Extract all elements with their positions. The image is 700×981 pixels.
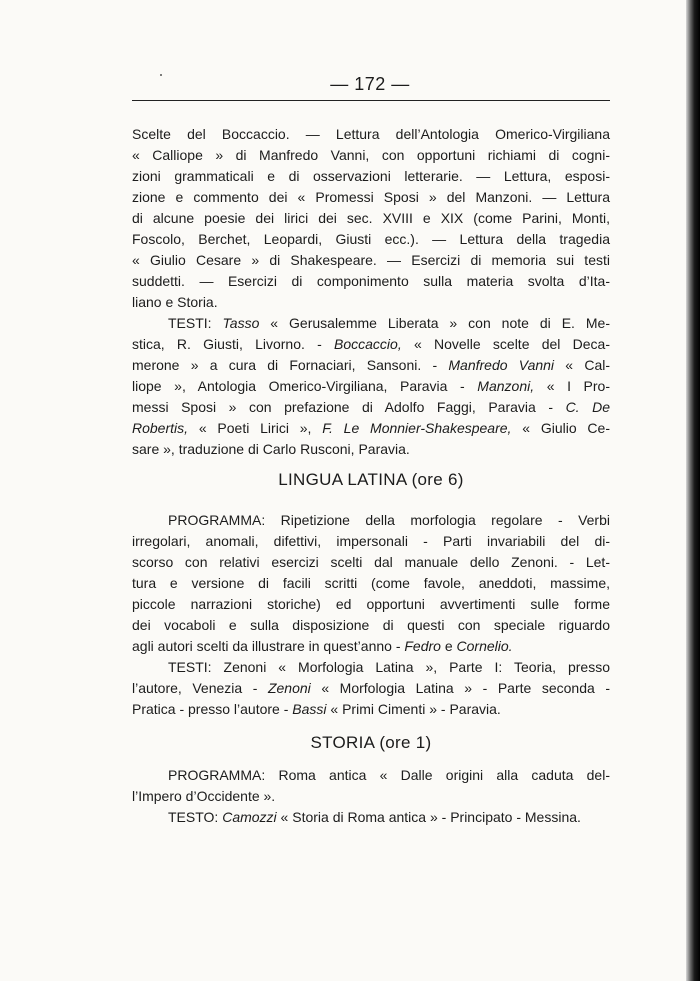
storia-section xyxy=(132,765,610,828)
storia-text-line xyxy=(132,786,610,807)
text-segment: messi Sposi » con prefazione di Adolfo Faggi, Paravia - xyxy=(132,399,566,415)
latina-text-line xyxy=(132,531,610,552)
latina-text-line xyxy=(132,573,610,594)
text-segment: « Gerusalemme Liberata » con note di E. Me- xyxy=(259,315,610,331)
text-segment: suddetti. — Esercizi di componimento sulla materia svolta d’Ita- xyxy=(132,273,610,289)
italiano-text-line xyxy=(132,376,610,397)
italic-author-name: F. Le Monnier-Shakespeare, xyxy=(322,420,512,436)
italic-author-name: Tasso xyxy=(222,315,260,331)
text-segment: PROGRAMMA: Roma antica « Dalle origini alla caduta del- xyxy=(168,767,610,783)
italic-author-name: Boccaccio, xyxy=(334,336,402,352)
italic-author-name: Manzoni, xyxy=(477,378,535,394)
italiano-text-line xyxy=(132,187,610,208)
text-segment: « Calliope » di Manfredo Vanni, con opportuni richiami di cogni- xyxy=(132,147,610,163)
italiano-section xyxy=(132,124,610,460)
storia-text-line xyxy=(132,807,610,828)
italiano-text-line xyxy=(132,355,610,376)
text-segment: Pratica - presso l’autore - xyxy=(132,701,293,717)
text-segment: Foscolo, Berchet, Leopardi, Giusti ecc.). — Lettura della tragedia xyxy=(132,231,610,247)
latina-text-line xyxy=(132,594,610,615)
text-segment: e xyxy=(440,638,457,654)
text-segment: TESTI: Zenoni « Morfologia Latina », Parte I: Teoria, presso xyxy=(168,659,610,675)
text-segment: l’autore, Venezia - xyxy=(132,680,268,696)
italiano-text-line xyxy=(132,397,610,418)
text-segment: « Giulio Cesare » di Shakespeare. — Esercizi di memoria sui testi xyxy=(132,252,610,268)
text-segment: merone » a cura di Fornaciari, Sansoni. - xyxy=(132,357,449,373)
text-segment: « I Pro- xyxy=(534,378,610,394)
text-segment: irregolari, anomali, difettivi, impersonali - Parti invariabili del di- xyxy=(132,533,610,549)
italic-author-name: Camozzi xyxy=(222,809,277,825)
text-segment: « Storia di Roma antica » - Principato - Messina. xyxy=(276,809,581,825)
text-segment: stica, R. Giusti, Livorno. - xyxy=(132,336,335,352)
latina-text-line xyxy=(132,615,610,636)
text-segment: « Poeti Lirici », xyxy=(188,420,323,436)
italic-author-name: Fedro xyxy=(404,638,441,654)
italiano-text-line xyxy=(132,439,610,460)
text-segment: « Cal- xyxy=(554,357,610,373)
italic-author-name: C. De xyxy=(565,399,610,415)
text-segment: TESTI: xyxy=(168,315,223,331)
text-segment: zione e commento dei « Promessi Sposi » del Manzoni. — Lettura xyxy=(132,189,610,205)
italiano-text-line xyxy=(132,334,610,355)
latina-section xyxy=(132,510,610,720)
latina-text-line xyxy=(132,657,610,678)
storia-text-line xyxy=(132,765,610,786)
latina-text-line xyxy=(132,552,610,573)
text-segment: tura e versione di facili scritti (come favole, aneddoti, massime, xyxy=(132,575,610,591)
text-segment: Scelte del Boccaccio. — Lettura dell’Antologia Omerico-Virgiliana xyxy=(132,126,610,142)
italiano-text-line xyxy=(132,145,610,166)
italic-author-name: Robertis, xyxy=(132,420,189,436)
italic-author-name: Zenoni xyxy=(267,680,311,696)
text-segment: liano e Storia. xyxy=(132,294,218,310)
text-segment: di alcune poesie dei lirici dei sec. XVIII e XIX (come Parini, Monti, xyxy=(132,210,610,226)
text-segment: « Novelle scelte del Deca- xyxy=(401,336,610,352)
italiano-text-line xyxy=(132,418,610,439)
page-edge-shadow xyxy=(686,0,700,981)
latina-text-line xyxy=(132,699,610,720)
italic-author-name: Cornelio. xyxy=(456,638,513,654)
latina-text-line xyxy=(132,636,610,657)
text-segment: dei vocaboli e sulla disposizione di questi con speciale riguardo xyxy=(132,617,610,633)
italiano-text-line xyxy=(132,250,610,271)
text-segment: liope », Antologia Omerico-Virgiliana, Paravia - xyxy=(132,378,478,394)
italiano-text-line xyxy=(132,292,610,313)
header-rule xyxy=(132,100,610,101)
text-segment: scorso con relativi esercizi scelti dal manuale dello Zenoni. - Let- xyxy=(132,554,610,570)
latina-text-line xyxy=(132,678,610,699)
italiano-text-line xyxy=(132,124,610,145)
heading-lingua-latina: LINGUA LATINA (ore 6) xyxy=(278,470,464,489)
text-segment: « Giulio Ce- xyxy=(511,420,610,436)
text-segment: PROGRAMMA: Ripetizione della morfologia regolare - Verbi xyxy=(168,512,610,528)
latina-text-line xyxy=(132,510,610,531)
italiano-text-line xyxy=(132,271,610,292)
text-segment: piccole narrazioni storiche) ed opportuni avvertimenti sulle forme xyxy=(132,596,610,612)
text-segment: « Morfologia Latina » - Parte seconda - xyxy=(310,680,610,696)
italiano-text-line xyxy=(132,166,610,187)
italiano-text-line xyxy=(132,208,610,229)
text-segment: l’Impero d’Occidente ». xyxy=(132,788,276,804)
text-segment: agli autori scelti da illustrare in quest’anno - xyxy=(132,638,405,654)
text-segment: sare », traduzione di Carlo Rusconi, Paravia. xyxy=(132,441,410,457)
italic-author-name: Bassi xyxy=(292,701,327,717)
heading-storia: STORIA (ore 1) xyxy=(310,733,432,752)
italic-author-name: Manfredo Vanni xyxy=(448,357,555,373)
text-segment: zioni grammaticali e di osservazioni letterarie. — Lettura, esposi- xyxy=(132,168,610,184)
italiano-text-line xyxy=(132,313,610,334)
italiano-text-line xyxy=(132,229,610,250)
text-segment: « Primi Cimenti » - Paravia. xyxy=(326,701,501,717)
page-number: — 172 — xyxy=(330,74,410,94)
text-segment: TESTO: xyxy=(168,809,223,825)
